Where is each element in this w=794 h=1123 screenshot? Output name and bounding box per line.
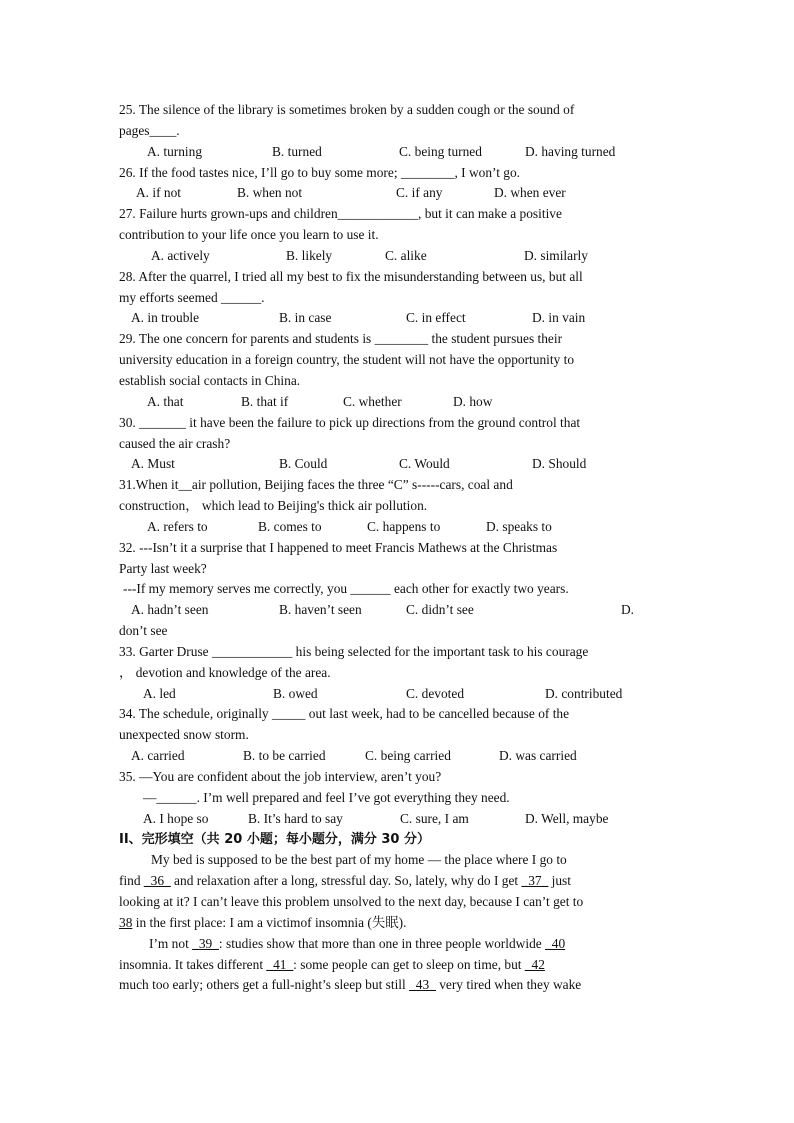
question-26-stem: 26. If the food tastes nice, I’ll go to buy some more; ________, I won’t go. (119, 164, 521, 180)
section-heading: II、完形填空（共 20 小题；每小题分，满分 30 分） (119, 831, 430, 847)
passage-text: much too early; others get a full-night’s sleep but still (119, 977, 410, 993)
blank-37: _37_ (521, 873, 549, 889)
option-a: A. turning (147, 143, 203, 159)
option-c: C. being turned (399, 143, 482, 159)
option-a: A. if not (136, 185, 182, 201)
blank-43: _43_ (409, 977, 436, 993)
option-c: C. if any (396, 185, 443, 201)
option-c: C. being carried (365, 748, 451, 764)
question-27-stem-cont: contribution to your life once you learn to use it. (119, 227, 379, 243)
passage-line (119, 975, 675, 996)
passage-line (119, 871, 675, 892)
option-c: C. didn’t see (406, 602, 474, 618)
option-b: B. to be carried (243, 748, 326, 764)
option-c: C. sure, I am (400, 810, 469, 826)
option-c: C. in effect (406, 310, 466, 326)
option-d: D. Should (532, 456, 587, 472)
option-a: A. led (143, 685, 176, 701)
option-b: B. haven’t seen (279, 602, 362, 618)
option-a: A. actively (151, 247, 210, 263)
question-25-options (119, 142, 675, 163)
option-a: A. carried (131, 748, 185, 764)
question-25-stem: 25. The silence of the library is sometimes broken by a sudden cough or the sound of (119, 102, 575, 117)
question-32-reply: ---If my memory serves me correctly, you ______ each other for exactly two years. (123, 581, 569, 597)
option-a: A. I hope so (143, 810, 209, 826)
question-32-stem-cont: Party last week? (119, 560, 207, 576)
question-28-stem-cont: my efforts seemed ______. (119, 289, 265, 305)
option-d: D. speaks to (486, 518, 552, 534)
option-c: C. whether (343, 393, 402, 409)
passage-text: very tired when they wake (435, 977, 582, 993)
passage-text: find (119, 873, 144, 889)
blank-41: _41_ (266, 956, 294, 972)
question-34-stem: 34. The schedule, originally _____ out last week, had to be cancelled because of the (119, 706, 570, 722)
passage-text: : some people can get to sleep on time, but (293, 956, 525, 972)
blank-38: 38 (119, 914, 133, 930)
option-d-letter: D. (621, 602, 635, 618)
option-d: D. similarly (524, 247, 588, 263)
blank-40: _40 (545, 935, 566, 951)
question-27-options (119, 246, 675, 267)
question-29-stem-cont: university education in a foreign country, the student will not have the opportunity to (119, 352, 575, 368)
option-d: D. when ever (494, 185, 566, 201)
option-d: D. having turned (525, 143, 616, 159)
question-34-stem-cont: unexpected snow storm. (119, 727, 249, 743)
option-b: B. comes to (258, 518, 322, 534)
option-b: B. when not (237, 185, 303, 201)
question-29-options (119, 392, 675, 413)
passage-line (119, 955, 675, 976)
exam-page (119, 100, 675, 996)
option-b: B. It’s hard to say (248, 810, 343, 826)
question-35-reply: —______. I’m well prepared and feel I’ve got everything they need. (143, 789, 510, 805)
option-d: D. how (453, 393, 493, 409)
question-30-options (119, 454, 675, 475)
blank-36: _36_ (143, 873, 171, 889)
option-a: A. hadn’t seen (131, 602, 209, 618)
blank-39: _39_ (192, 935, 219, 951)
question-27-stem: 27. Failure hurts grown-ups and children____________, but it can make a positive (119, 206, 562, 222)
blank-42: _42 (524, 956, 545, 972)
question-26-options (119, 183, 675, 204)
option-a: A. Must (131, 456, 175, 472)
passage-text: I’m not (149, 935, 193, 951)
question-29-stem: 29. The one concern for parents and students is ________ the student pursues their (119, 331, 563, 347)
option-b: B. in case (279, 310, 332, 326)
passage-text: in the first place: I am a victimof insomnia (失眠). (132, 914, 407, 930)
question-35-stem: 35. —You are confident about the job interview, aren’t you? (119, 769, 442, 784)
question-30-stem: 30. _______ it have been the failure to pick up directions from the ground control that (119, 414, 581, 430)
option-d-text: don’t see (119, 623, 168, 639)
question-32-options (119, 600, 675, 621)
option-a: A. refers to (147, 518, 208, 534)
passage-line (119, 913, 675, 934)
question-33-stem-cont: ， devotion and knowledge of the area. (119, 664, 331, 680)
option-b: B. Could (279, 456, 328, 472)
option-d: D. Well, maybe (525, 810, 609, 826)
option-b: B. turned (272, 143, 322, 159)
question-33-options (119, 684, 675, 705)
option-c: C. devoted (406, 685, 465, 701)
question-33-stem: 33. Garter Druse ____________ his being selected for the important task to his courage (119, 643, 589, 659)
option-c: C. alike (385, 247, 427, 263)
passage-line: My bed is supposed to be the best part of my home — the place where I go to (151, 852, 567, 868)
question-31-stem-cont: construction， which lead to Beijing's thick air pollution. (119, 498, 428, 514)
option-a: A. that (147, 393, 184, 409)
question-25-stem-cont: pages____. (119, 122, 180, 138)
passage-text: just (548, 873, 571, 889)
option-d: D. was carried (499, 748, 577, 764)
passage-line: looking at it? I can’t leave this problem unsolved to the next day, because I can’t get to (119, 894, 584, 910)
question-28-stem: 28. After the quarrel, I tried all my best to fix the misunderstanding between us, but all (119, 268, 583, 284)
question-31-options (119, 517, 675, 538)
option-d: D. in vain (532, 310, 586, 326)
option-b: B. owed (273, 685, 318, 701)
question-28-options (119, 308, 675, 329)
question-35-options (119, 809, 675, 830)
option-c: C. happens to (367, 518, 441, 534)
question-29-stem-cont2: establish social contacts in China. (119, 372, 301, 388)
passage-text: insomnia. It takes different (119, 956, 267, 972)
passage-line (119, 934, 675, 955)
question-32-stem: 32. ---Isn’t it a surprise that I happened to meet Francis Mathews at the Christmas (119, 539, 558, 555)
passage-text: : studies show that more than one in three people worldwide (218, 935, 546, 951)
option-b: B. likely (286, 247, 333, 263)
option-a: A. in trouble (131, 310, 200, 326)
option-c: C. Would (399, 456, 450, 472)
question-34-options (119, 746, 675, 767)
passage-text: and relaxation after a long, stressful day. So, lately, why do I get (170, 873, 522, 889)
option-d: D. contributed (545, 685, 623, 701)
question-31-stem: 31.When it__air pollution, Beijing faces the three “C” s-----cars, coal and (119, 477, 513, 493)
option-b: B. that if (241, 393, 289, 409)
question-30-stem-cont: caused the air crash? (119, 435, 231, 451)
